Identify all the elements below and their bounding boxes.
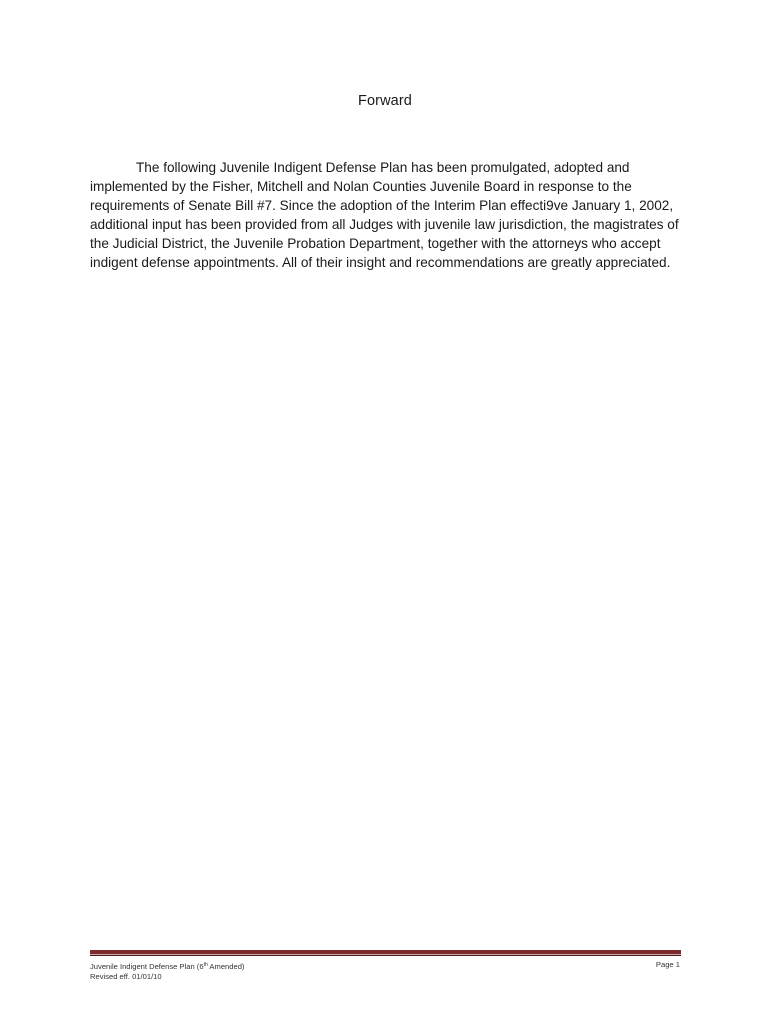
footer-page-number: Page 1	[655, 960, 680, 969]
footer-divider	[90, 950, 681, 956]
footer-plan-title	[90, 960, 244, 972]
body-paragraph	[90, 159, 682, 272]
footer-plan-title-suffix: Amended)	[207, 962, 245, 971]
page-title: Forward	[358, 93, 412, 109]
footer-plan-title-sup: th	[203, 962, 208, 968]
footer-plan-title-prefix: Juvenile Indigent Defense Plan (6	[90, 962, 204, 971]
footer-left	[90, 960, 244, 982]
footer-divider-thin-line	[90, 955, 681, 956]
body-paragraph-text: The following Juvenile Indigent Defense Plan has been promulgated, adopted and implemented by the Fisher, Mitchell and Nolan Counties Juvenile Board in response to the requirements of Senate Bill #7. Since the adoption of the Interim Plan effecti9ve January 1, 2002, additional input has been provided from all Judges with juvenile law jurisdiction, the magistrates of the Judicial District, the Juvenile Probation Department, together with the attorneys who accept indigent defense appointments. All of their insight and recommendations are greatly appreciated.	[90, 160, 679, 270]
footer-revised-date: Revised eff. 01/01/10	[90, 972, 162, 981]
